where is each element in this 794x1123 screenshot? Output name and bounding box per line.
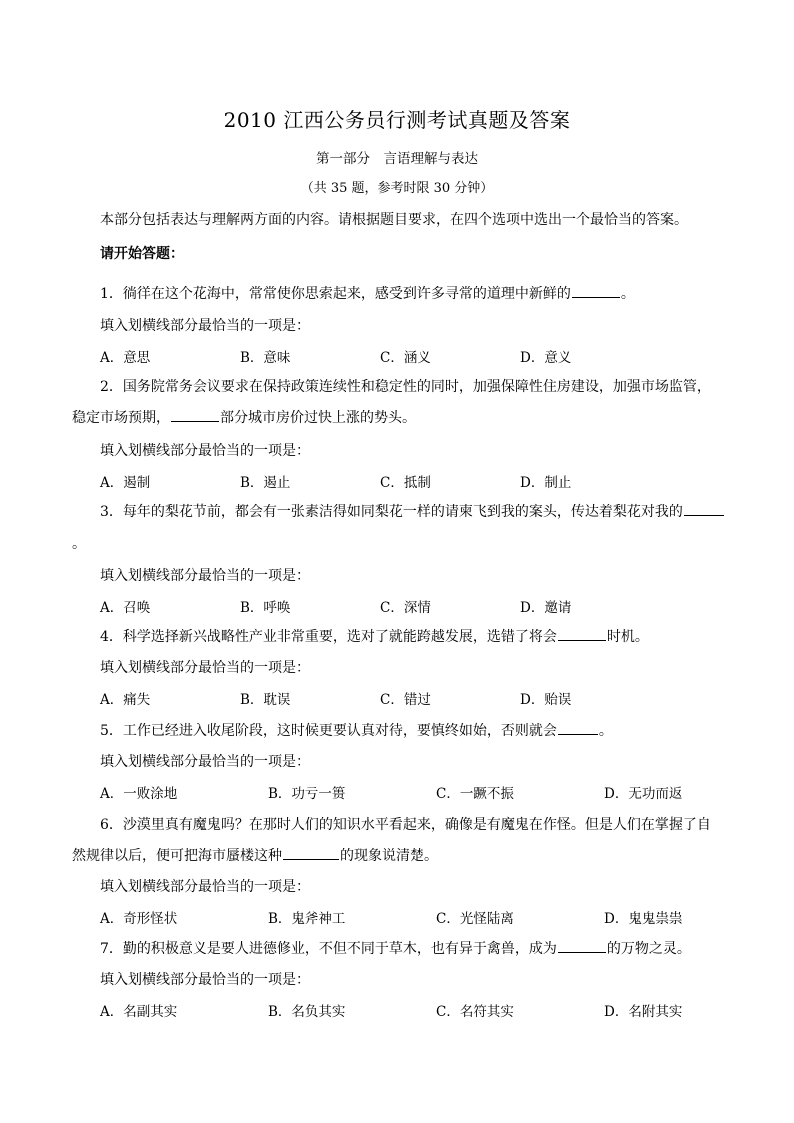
question-prompt: 填入划横线部分最恰当的一项是： bbox=[100, 754, 310, 770]
question-text: 1．徜徉在这个花海中，常常使你思索起来，感受到许多寻常的道理中新鲜的 bbox=[100, 286, 571, 302]
section-heading: 第一部分 言语理解与表达 bbox=[316, 151, 478, 167]
option-c: C．深情 bbox=[380, 600, 431, 616]
question-6-continued bbox=[72, 845, 438, 865]
options-row bbox=[100, 907, 740, 927]
intro-text: 本部分包括表达与理解两方面的内容。请根据题目要求，在四个选项中选出一个最恰当的答案。 bbox=[100, 212, 688, 228]
answer-blank bbox=[171, 408, 219, 422]
document-title: 2010 江西公务员行测考试真题及答案 bbox=[223, 108, 571, 132]
answer-blank bbox=[684, 502, 724, 516]
option-d: D．邀请 bbox=[520, 600, 572, 616]
question-text: 然规律以后，便可把海市蜃楼这种 bbox=[72, 848, 282, 864]
question-4 bbox=[100, 626, 649, 646]
option-a: A．遏制 bbox=[100, 475, 151, 491]
option-d: D．贻误 bbox=[520, 692, 572, 708]
question-prompt: 填入划横线部分最恰当的一项是： bbox=[100, 318, 310, 334]
question-3-continued: 。 bbox=[72, 536, 86, 552]
option-c: C．光怪陆离 bbox=[436, 911, 514, 927]
option-c: C．涵义 bbox=[380, 350, 431, 366]
option-c: C．错过 bbox=[380, 692, 431, 708]
question-text-tail: 的万物之灵。 bbox=[606, 941, 691, 957]
question-text-tail: 。 bbox=[620, 286, 635, 302]
option-c: C．一蹶不振 bbox=[436, 786, 514, 802]
options-row bbox=[100, 471, 740, 491]
question-text-tail: 。 bbox=[598, 723, 613, 739]
option-a: A．痛失 bbox=[100, 692, 151, 708]
option-d: D．制止 bbox=[520, 475, 572, 491]
start-label: 请开始答题： bbox=[100, 246, 184, 262]
question-text-tail: 部分城市房价过快上涨的势头。 bbox=[220, 410, 416, 426]
question-prompt: 填入划横线部分最恰当的一项是： bbox=[100, 972, 310, 988]
question-prompt: 填入划横线部分最恰当的一项是： bbox=[100, 660, 310, 676]
option-a: A．意思 bbox=[100, 350, 151, 366]
question-3 bbox=[100, 501, 725, 521]
answer-blank bbox=[283, 846, 339, 860]
question-7 bbox=[100, 938, 691, 958]
options-row bbox=[100, 782, 740, 802]
option-a: A．一败涂地 bbox=[100, 786, 178, 802]
option-c: C．名符其实 bbox=[436, 1004, 514, 1020]
question-text-tail: 的现象说清楚。 bbox=[340, 848, 438, 864]
option-b: B．鬼斧神工 bbox=[268, 911, 346, 927]
option-b: B．耽误 bbox=[240, 692, 291, 708]
option-a: A．奇形怪状 bbox=[100, 911, 178, 927]
question-text-tail: 时机。 bbox=[606, 629, 649, 645]
question-prompt: 填入划横线部分最恰当的一项是： bbox=[100, 568, 310, 584]
options-row bbox=[100, 1000, 740, 1020]
option-b: B．呼唤 bbox=[240, 600, 291, 616]
answer-blank bbox=[558, 627, 606, 641]
answer-blank bbox=[558, 939, 606, 953]
answer-blank bbox=[558, 721, 598, 735]
question-2: 2．国务院常务会议要求在保持政策连续性和稳定性的同时，加强保障性住房建设，加强市场监管， bbox=[100, 379, 711, 395]
options-row bbox=[100, 688, 740, 708]
question-text: 3．每年的梨花节前，都会有一张素洁得如同梨花一样的请柬飞到我的案头，传达着梨花对我的 bbox=[100, 504, 683, 520]
question-prompt: 填入划横线部分最恰当的一项是： bbox=[100, 443, 310, 459]
question-prompt: 填入划横线部分最恰当的一项是： bbox=[100, 879, 310, 895]
question-text: 稳定市场预期， bbox=[72, 410, 170, 426]
option-b: B．遏止 bbox=[240, 475, 291, 491]
option-c: C．抵制 bbox=[380, 475, 431, 491]
option-b: B．名负其实 bbox=[268, 1004, 346, 1020]
options-row bbox=[100, 596, 740, 616]
option-d: D．意义 bbox=[520, 350, 572, 366]
option-a: A．召唤 bbox=[100, 600, 151, 616]
question-text: 5．工作已经进入收尾阶段，这时候更要认真对待，要慎终如始，否则就会 bbox=[100, 723, 557, 739]
option-d: D．鬼鬼祟祟 bbox=[604, 911, 683, 927]
section-note: （共 35 题，参考时限 30 分钟） bbox=[300, 181, 494, 196]
question-6: 6．沙漠里真有魔鬼吗？在那时人们的知识水平看起来，确像是有魔鬼在作怪。但是人们在掌握了自 bbox=[100, 817, 711, 833]
option-d: D．名附其实 bbox=[604, 1004, 683, 1020]
question-1 bbox=[100, 283, 635, 303]
option-a: A．名副其实 bbox=[100, 1004, 178, 1020]
option-b: B．功亏一篑 bbox=[268, 786, 346, 802]
options-row bbox=[100, 346, 740, 366]
question-2-continued bbox=[72, 407, 416, 427]
option-b: B．意味 bbox=[240, 350, 291, 366]
question-text: 7．勤的积极意义是要人进德修业，不但不同于草木，也有异于禽兽，成为 bbox=[100, 941, 557, 957]
answer-blank bbox=[572, 284, 620, 298]
question-5 bbox=[100, 720, 613, 740]
question-text: 4．科学选择新兴战略性产业非常重要，选对了就能跨越发展，选错了将会 bbox=[100, 629, 557, 645]
option-d: D．无功而返 bbox=[604, 786, 683, 802]
